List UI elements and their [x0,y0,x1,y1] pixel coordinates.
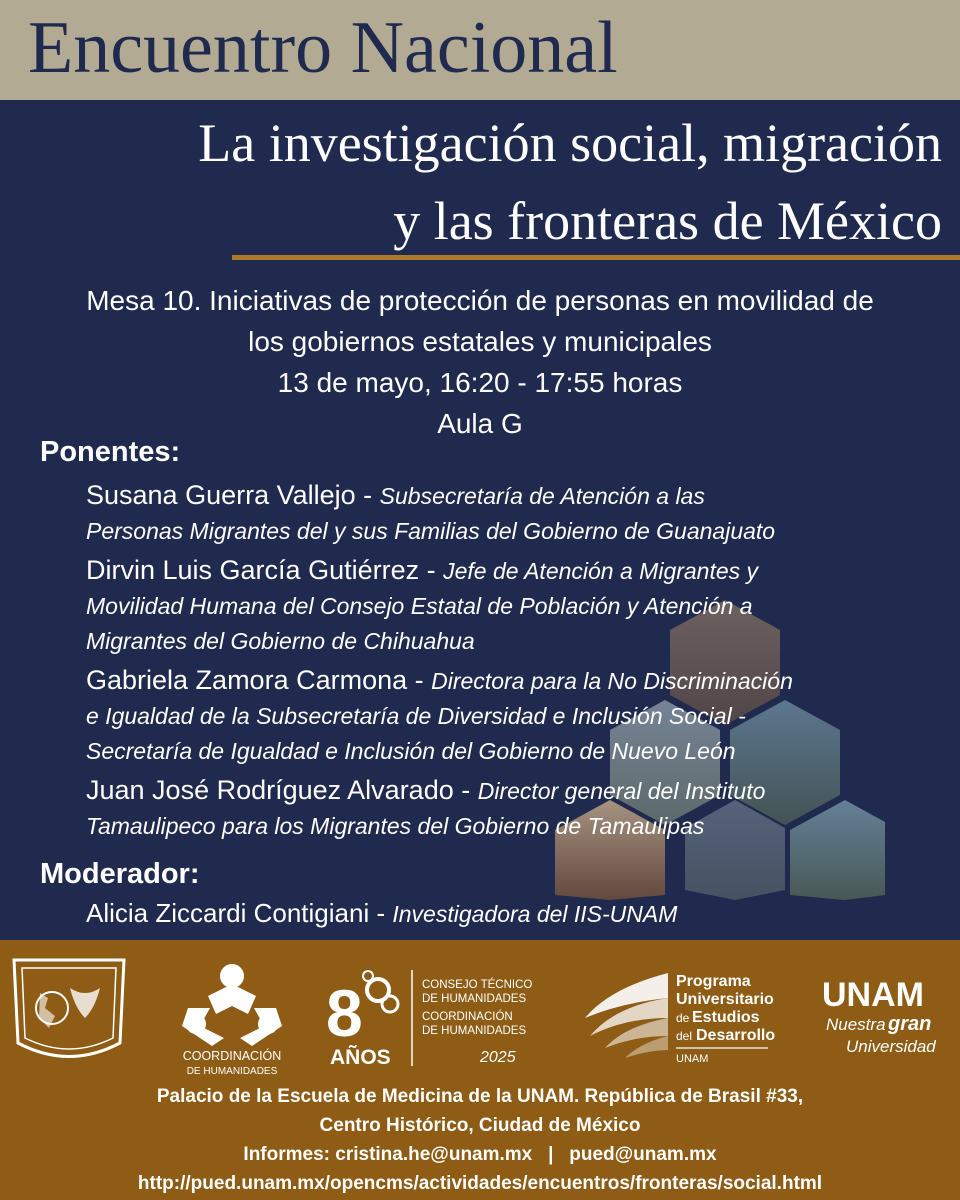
session-datetime: 13 de mayo, 16:20 - 17:55 horas [277,367,683,398]
pued-line4-pre: del [676,1029,693,1043]
speaker-name: Gabriela Zamora Carmona [86,665,408,695]
speaker-name: Susana Guerra Vallejo [86,480,356,510]
80-anos-logo [326,970,532,1069]
session-title-line: los gobiernos estatales y municipales [248,326,712,357]
anos-label: AÑOS [330,1046,391,1069]
speaker-role: Movilidad Humana del Consejo Estatal de Población y Atención a [86,593,753,619]
speaker-separator: - [355,480,380,510]
consejo-line2: DE HUMANIDADES [422,993,527,1005]
event-title: Encuentro Nacional [28,7,618,89]
subtitle-line: La investigación social, migración [198,113,942,173]
address-line: Centro Histórico, Ciudad de México [319,1115,641,1136]
footer-info [0,1082,960,1198]
speaker-separator: - [419,555,444,585]
consejo-year: 2025 [480,1049,516,1066]
speaker-role: Jefe de Atención a Migrantes y [443,558,759,584]
speaker-separator: - [453,775,478,805]
pued-line3-pre: de [676,1011,690,1025]
speakers-label: Ponentes: [40,436,181,468]
session-title-line: Mesa 10. Iniciativas de protección de personas en movilidad de [86,285,874,316]
unam-big-label: UNAM [822,976,924,1014]
speaker-item [86,553,906,659]
speaker-role: Secretaría de Igualdad e Inclusión del Gobierno de Nuevo León [86,738,736,764]
url-link[interactable]: http://pued.unam.mx/opencms/actividades/encuentros/fronteras/social.html [137,1173,823,1194]
moderator-name: Alicia Ziccardi Contigiani [86,898,370,928]
coordinacion-line2: DE HUMANIDADES [186,1066,278,1077]
pued-unam: UNAM [676,1053,709,1065]
eighty-numeral: 8 [326,976,363,1050]
speaker-item [86,773,906,844]
speaker-role: Migrantes del Gobierno de Chihuahua [86,628,475,654]
pued-line3: Estudios [692,1009,760,1026]
moderator-label: Moderador: [40,858,200,890]
speaker-name: Juan José Rodríguez Alvarado [86,775,454,805]
speaker-role: e Igualdad de la Subsecretaría de Diversidad e Inclusión Social - [86,703,746,729]
unam-slogan-gran: gran [888,1013,932,1035]
coordinacion-line1: COORDINACIÓN [182,1049,282,1063]
session-info [0,280,960,444]
address-line: Palacio de la Escuela de Medicina de la UNAM. República de Brasil #33, [156,1086,804,1107]
consejo-line1: CONSEJO TÉCNICO [422,979,533,991]
speaker-item [86,478,906,549]
speaker-role: Tamaulipeco para los Migrantes del Gobierno de Tamaulipas [86,813,705,839]
moderator-item [86,898,677,929]
unam-wordmark-logo [822,976,936,1056]
speaker-role: Directora para la No Discriminación [431,668,793,694]
moderator-role: Investigadora del IIS-UNAM [392,901,678,927]
contact-line: Informes: cristina.he@unam.mx | pued@unam.mx [243,1144,717,1165]
pued-line4: Desarrollo [696,1027,776,1044]
speaker-separator: - [407,665,432,695]
gold-divider [232,255,960,260]
speakers-list [86,478,906,848]
speaker-role: Director general del Instituto [477,778,766,804]
consejo-line3: COORDINACIÓN [422,1011,513,1023]
subtitle-line: y las fronteras de México [393,191,942,251]
session-room: Aula G [437,408,523,439]
speaker-role: Subsecretaría de Atención a las [379,483,705,509]
coordinacion-humanidades-logo [182,964,282,1077]
pued-line2: Universitario [676,991,774,1008]
pued-line1: Programa [676,973,751,990]
unam-seal-logo [14,960,124,1057]
speaker-role: Personas Migrantes del y sus Familias del Gobierno de Guanajuato [86,518,776,544]
pued-logo [585,973,775,1065]
consejo-line4: DE HUMANIDADES [422,1025,527,1037]
speaker-item [86,663,906,769]
moderator-separator: - [369,898,393,928]
sponsor-logos [0,948,960,1078]
event-subtitle [12,104,942,260]
unam-slogan-1: Nuestra [826,1015,886,1034]
unam-slogan-2: Universidad [846,1037,936,1056]
speaker-name: Dirvin Luis García Gutiérrez [86,555,420,585]
